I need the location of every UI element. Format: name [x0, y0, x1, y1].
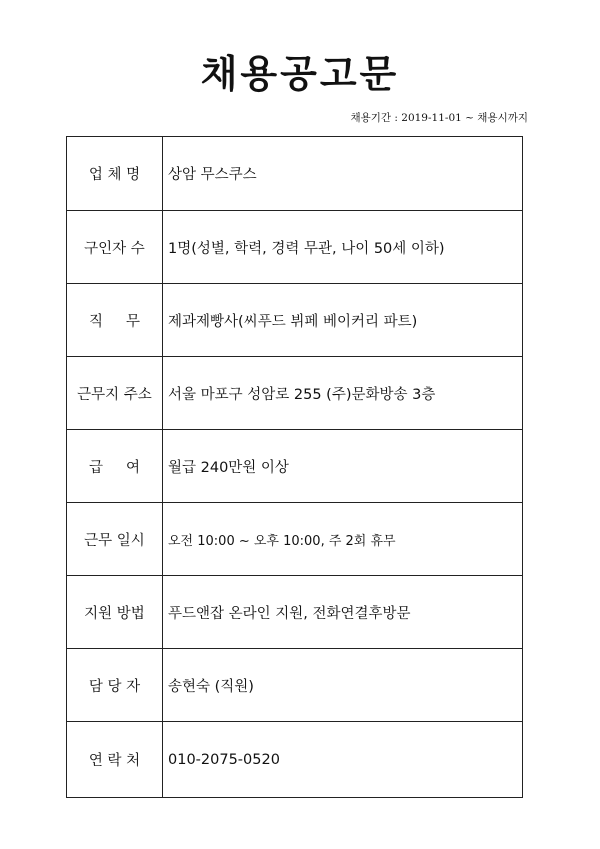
- hours-value: 오전 10:00 ~ 오후 10:00, 주 2회 휴무: [163, 503, 523, 576]
- address-value: 서울 마포구 성암로 255 (주)문화방송 3층: [163, 357, 523, 430]
- apply-method-value: 푸드앤잡 온라인 지원, 전화연결후방문: [163, 576, 523, 649]
- document-title: 채용공고문: [200, 51, 400, 96]
- table-row-headcount: [67, 211, 523, 284]
- company-label: 업 체 명: [67, 137, 163, 211]
- salary-value: 월급 240만원 이상: [163, 430, 523, 503]
- contact-label: 연 락 처: [67, 722, 163, 798]
- recruitment-period: 채용기간 : 2019-11-01 ~ 채용시까지: [350, 112, 528, 124]
- headcount-value: 1명(성별, 학력, 경력 무관, 나이 50세 이하): [163, 211, 523, 284]
- address-label: 근무지 주소: [67, 357, 163, 430]
- table-row-contact: [67, 722, 523, 798]
- table-row-apply-method: [67, 576, 523, 649]
- table-row-manager: [67, 649, 523, 722]
- manager-value: 송현숙 (직원): [163, 649, 523, 722]
- duty-label: 직 무: [67, 284, 163, 357]
- headcount-label: 구인자 수: [67, 211, 163, 284]
- table-row-salary: [67, 430, 523, 503]
- apply-method-label: 지원 방법: [67, 576, 163, 649]
- manager-label: 담 당 자: [67, 649, 163, 722]
- duty-value: 제과제빵사(씨푸드 뷔페 베이커리 파트): [163, 284, 523, 357]
- job-info-table: [66, 136, 523, 798]
- table-row-hours: [67, 503, 523, 576]
- hours-label: 근무 일시: [67, 503, 163, 576]
- salary-label: 급 여: [67, 430, 163, 503]
- table-row-duty: [67, 284, 523, 357]
- contact-value: 010-2075-0520: [163, 722, 523, 798]
- company-value: 상암 무스쿠스: [163, 137, 523, 211]
- table-row-company: [67, 137, 523, 211]
- table-row-address: [67, 357, 523, 430]
